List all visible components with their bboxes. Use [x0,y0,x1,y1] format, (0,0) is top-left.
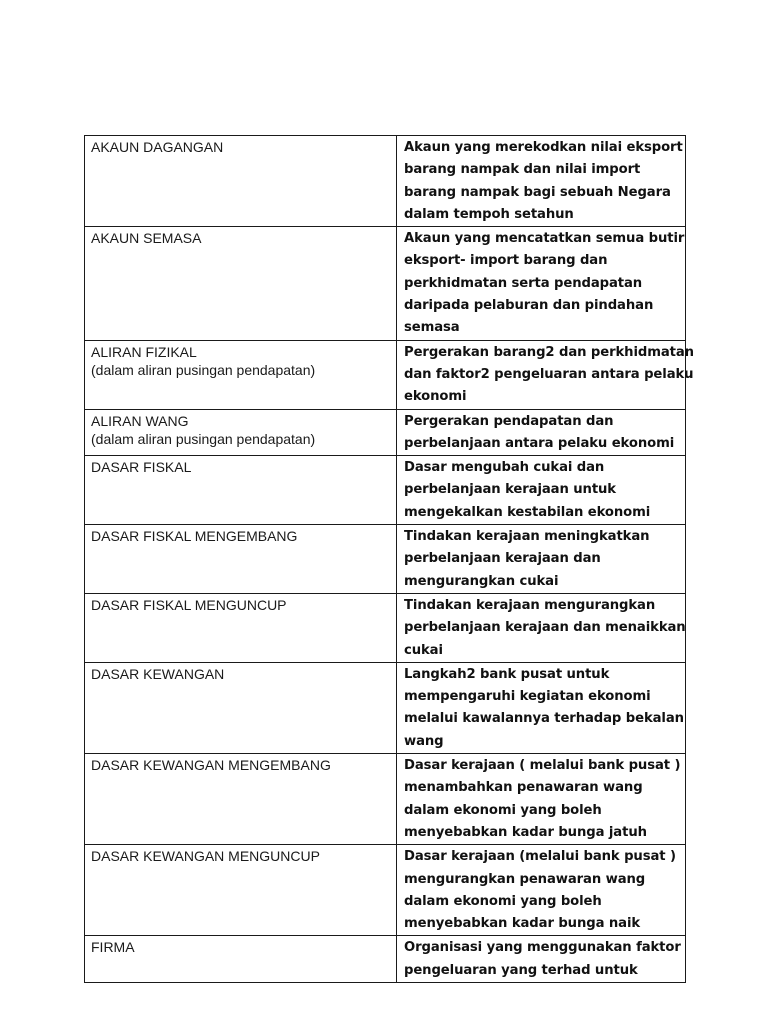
glossary-row [85,593,686,662]
term-label: FIRMA [91,939,135,956]
definition-line: dan faktor2 pengeluaran antara pelaku [404,366,694,382]
definition-line: Organisasi yang menggunakan faktor [404,940,681,956]
definition-line: Tindakan kerajaan meningkatkan [404,529,650,545]
definition-line: Akaun yang mencatatkan semua butir [404,231,685,247]
definition-cell [397,340,694,409]
definition-line: mempengaruhi kegiatan ekonomi [404,689,651,705]
glossary-row [85,845,686,936]
glossary-row [85,662,686,753]
definition-line: eksport- import barang dan [404,253,608,269]
definition-line: mengurangkan cukai [404,573,559,589]
term-subtitle: (dalam aliran pusingan pendapatan) [91,361,316,378]
definition-cell [397,936,686,983]
term-cell [85,845,397,936]
definition-cell [397,845,686,936]
definition-line: Dasar kerajaan (melalui bank pusat ) [404,849,676,865]
definition-line: menyebabkan kadar bunga jatuh [404,824,647,840]
glossary-row [85,456,686,525]
definition-line: Tindakan kerajaan mengurangkan [404,597,656,613]
definition-line: perbelanjaan antara pelaku ekonomi [404,435,675,451]
definition-line: perbelanjaan kerajaan untuk [404,482,616,498]
term-cell [85,136,397,227]
term-cell [85,593,397,662]
term-label: DASAR FISKAL [91,459,192,476]
definition-line: Pergerakan barang2 dan perkhidmatan [404,344,694,360]
definition-line: barang nampak bagi sebuah Negara [404,184,671,200]
definition-line: menyebabkan kadar bunga naik [404,916,641,932]
term-label: ALIRAN WANG [91,412,189,429]
definition-line: barang nampak dan nilai import [404,162,641,178]
term-label: AKAUN SEMASA [91,230,202,247]
definition-line: Dasar kerajaan ( melalui bank pusat ) [404,758,681,774]
definition-line: Pergerakan pendapatan dan [404,413,614,429]
term-cell [85,525,397,594]
definition-cell [397,662,686,753]
definition-line: daripada pelaburan dan pindahan [404,298,654,314]
term-label: ALIRAN FIZIKAL [91,343,197,360]
glossary-row [85,936,686,983]
glossary-body [85,136,694,983]
definition-line: mengekalkan kestabilan ekonomi [404,504,651,520]
definition-line: dalam tempoh setahun [404,206,574,222]
definition-line: Dasar mengubah cukai dan [404,460,605,476]
glossary-row [85,525,686,594]
term-label: DASAR KEWANGAN [91,665,225,682]
definition-line: cukai [404,642,443,658]
definition-line: ekonomi [404,389,467,405]
term-cell [85,456,397,525]
definition-line: melalui kawalannya terhadap bekalan [404,711,684,727]
definition-line: perbelanjaan kerajaan dan menaikkan [404,620,686,636]
definition-line: dalam ekonomi yang boleh [404,802,602,818]
glossary-row [85,136,686,227]
definition-cell [397,525,686,594]
term-cell [85,662,397,753]
term-label: DASAR KEWANGAN MENGUNCUP [91,848,320,865]
definition-line: perkhidmatan serta pendapatan [404,275,643,291]
definition-line: dalam ekonomi yang boleh [404,893,602,909]
definition-line: pengeluaran yang terhad untuk [404,962,638,978]
definition-line: perbelanjaan kerajaan dan [404,551,601,567]
term-cell [85,754,397,845]
definition-line: wang [404,733,444,749]
definition-cell [397,456,686,525]
term-cell [85,936,397,983]
term-label: DASAR KEWANGAN MENGEMBANG [91,757,331,774]
definition-line: Akaun yang merekodkan nilai eksport [404,140,683,155]
term-cell [85,340,397,409]
definition-line: Langkah2 bank pusat untuk [404,666,610,682]
term-label: AKAUN DAGANGAN [91,139,224,155]
definition-cell [397,409,686,456]
term-label: DASAR FISKAL MENGUNCUP [91,596,287,613]
glossary-row [85,754,686,845]
definition-line: menambahkan penawaran wang [404,780,643,796]
term-subtitle: (dalam aliran pusingan pendapatan) [91,430,316,447]
glossary-row [85,340,686,409]
glossary-table [84,135,694,983]
term-cell [85,409,397,456]
definition-cell [397,227,686,340]
definition-line: semasa [404,320,460,336]
definition-line: mengurangkan penawaran wang [404,871,646,887]
definition-cell [397,754,686,845]
glossary-row [85,227,686,340]
glossary-row [85,409,686,456]
term-cell [85,227,397,340]
definition-cell [397,593,686,662]
definition-cell [397,136,686,227]
term-label: DASAR FISKAL MENGEMBANG [91,528,298,545]
